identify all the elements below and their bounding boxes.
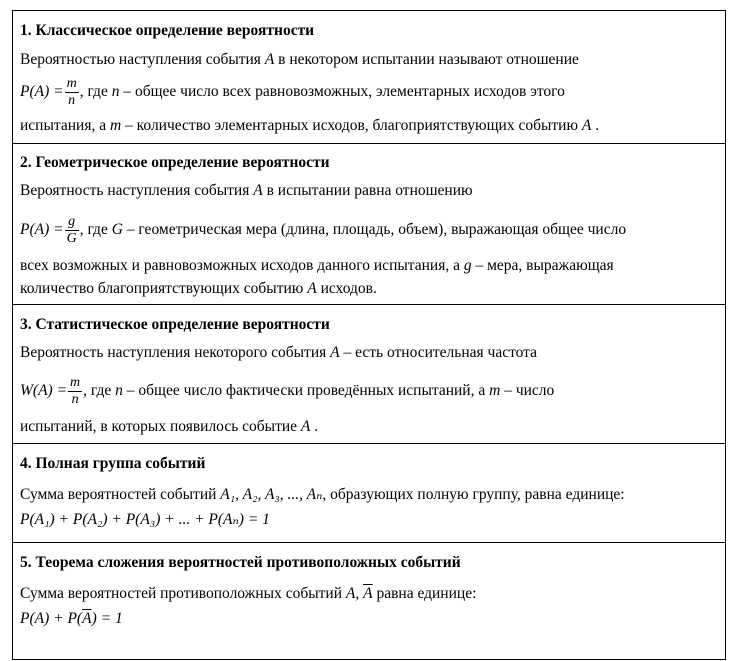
text-line: Сумма вероятностей противоположных событий A, $\overline{A}$ равна единице: [20, 585, 477, 602]
formula-lhs: P(A) = [20, 83, 64, 101]
formula-line: P(A) = $\frac{m}{n}$ , где n – общее число всех равновозможных, элементарных исходов этого [20, 76, 565, 108]
fraction: $\frac{m}{n}$ [66, 76, 77, 108]
formula-line: W(A) = $\frac{m}{n}$ , где n – общее число фактически проведённых испытаний, а m – число [20, 375, 555, 407]
text-line: Вероятностью наступления события A в некотором испытании называют отношение [20, 51, 579, 68]
section-complementary [13, 542, 725, 661]
text-line: испытаний, в которых появилось событие A . [20, 418, 319, 435]
text-line: Вероятность наступления события A в испытании равна отношению [20, 182, 473, 199]
formula: P(A₁) + P(A₂) + P(A₃) + ... + P(Aₙ) = 1 [20, 511, 270, 528]
text-line: испытания, а m – количество элементарных исходов, благоприятствующих событию A . [20, 117, 600, 134]
fraction: $\frac{g}{G}$ [66, 214, 77, 246]
section-title: 3. Статистическое определение вероятности [20, 316, 330, 333]
section-statistical [13, 304, 725, 443]
section-classical [13, 11, 725, 143]
formula-line: P(A) = $\frac{g}{G}$ , где G – геометрическая мера (длина, площадь, объем), выражающая общее число [20, 214, 627, 246]
definitions-table [12, 10, 726, 660]
formula: $P(A) + P(\overline{A}) = 1$ [20, 610, 123, 627]
section-full-group [13, 443, 725, 542]
text-line: Сумма вероятностей событий A₁, A₂, A₃, ..., Aₙ, образующих полную группу, равна единице: [20, 486, 625, 503]
formula-lhs: W(A) = [20, 382, 68, 400]
text-line: всех возможных и равновозможных исходов данного испытания, а g – мера, выражающая [20, 257, 614, 274]
text-line: Вероятность наступления некоторого события A – есть относительная частота [20, 344, 538, 361]
section-title: 2. Геометрическое определение вероятности [20, 154, 330, 171]
text-line: количество благоприятствующих событию A исходов. [20, 280, 377, 297]
section-title: 4. Полная группа событий [20, 455, 206, 472]
section-geometric [13, 143, 725, 304]
section-title: 1. Классическое определение вероятности [20, 22, 315, 39]
fraction: $\frac{m}{n}$ [70, 375, 81, 407]
section-title: 5. Теорема сложения вероятностей противоположных событий [20, 554, 461, 571]
formula-lhs: P(A) = [20, 221, 64, 239]
